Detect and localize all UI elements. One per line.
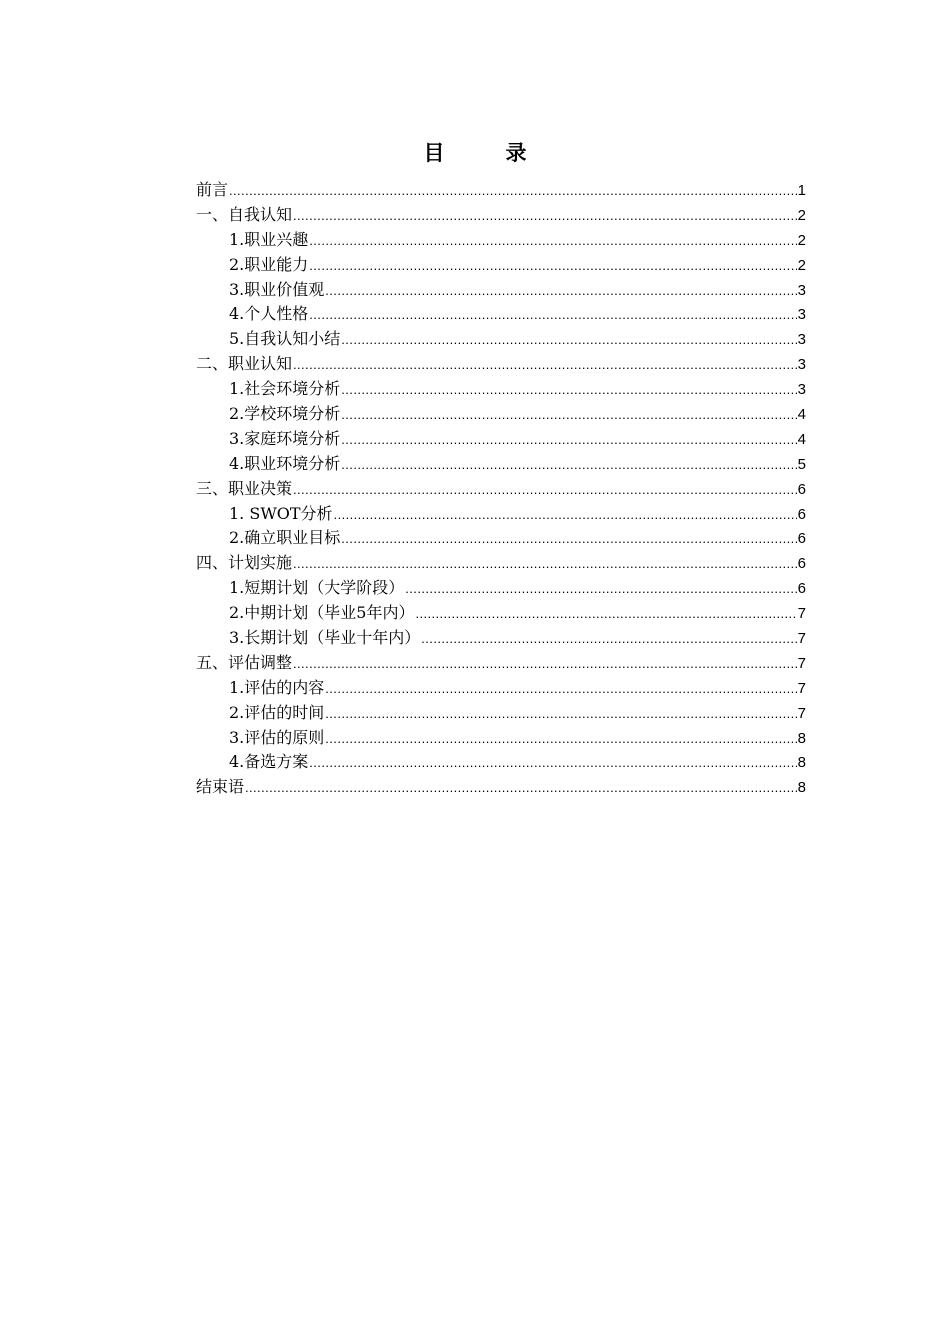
- toc-dot-leader: [325, 727, 796, 752]
- toc-entry-label: 1.评估的内容: [229, 677, 325, 697]
- toc-entry-page-number: 1: [797, 182, 806, 199]
- toc-entry[interactable]: [196, 750, 806, 775]
- toc-entry-label: 2.职业能力: [229, 254, 309, 274]
- toc-entry[interactable]: [196, 477, 806, 502]
- toc-entry[interactable]: [196, 427, 806, 452]
- toc-entry-page-number: 5: [797, 455, 806, 473]
- toc-entry-page-number: 3: [797, 356, 806, 374]
- toc-entry-page-number: 7: [797, 704, 806, 722]
- toc-entry-page-number: 3: [797, 331, 806, 349]
- toc-dot-leader: [341, 403, 796, 428]
- toc-entry-label: 1.短期计划（大学阶段）: [229, 578, 405, 598]
- toc-entry-page-number: 6: [797, 580, 806, 598]
- toc-entry-page-number: 2: [797, 206, 806, 224]
- toc-dot-leader: [309, 303, 796, 328]
- toc-entry[interactable]: [196, 352, 806, 377]
- toc-entry-page-number: 7: [797, 630, 806, 648]
- toc-entry[interactable]: [196, 253, 806, 278]
- toc-dot-leader: [293, 652, 797, 677]
- toc-entry-page-number: 7: [797, 654, 806, 672]
- toc-title: 目 录: [423, 140, 547, 165]
- toc-entry[interactable]: [196, 228, 806, 253]
- toc-entry-page-number: 8: [797, 754, 806, 772]
- toc-entry-label: 4.备选方案: [229, 752, 309, 772]
- toc-entry[interactable]: [196, 626, 806, 651]
- toc-dot-leader: [293, 353, 797, 378]
- toc-dot-leader: [405, 577, 796, 602]
- toc-entry-label: 3.长期计划（毕业十年内）: [229, 628, 421, 648]
- toc-entry-page-number: 6: [797, 530, 806, 548]
- toc-entry[interactable]: [196, 576, 806, 601]
- toc-dot-leader: [325, 702, 796, 727]
- toc-entry-label: 三、职业决策: [196, 478, 293, 498]
- toc-dot-leader: [293, 552, 797, 577]
- toc-entry-page-number: 6: [797, 505, 806, 523]
- toc-entry[interactable]: [196, 327, 806, 352]
- toc-entry-page-number: 3: [797, 306, 806, 324]
- toc-entry-label: 1. SWOT分析: [229, 503, 333, 523]
- toc-entry-label: 一、自我认知: [196, 204, 293, 224]
- toc-entry[interactable]: [196, 601, 806, 626]
- toc-dot-leader: [309, 229, 796, 254]
- toc-entry-label: 前言: [196, 180, 229, 199]
- toc-entry-label: 2.中期计划（毕业5年内）: [229, 603, 415, 623]
- toc-entry-page-number: 4: [797, 406, 806, 424]
- toc-dot-leader: [229, 179, 797, 204]
- toc-entry[interactable]: [196, 452, 806, 477]
- toc-entry-label: 5.自我认知小结: [229, 329, 341, 349]
- toc-entry-label: 二、职业认知: [196, 354, 293, 374]
- toc-entry[interactable]: [196, 676, 806, 701]
- toc-dot-leader: [309, 254, 796, 279]
- toc-entry-label: 五、评估调整: [196, 652, 293, 672]
- toc-dot-leader: [341, 453, 796, 478]
- toc-entry-label: 结束语: [196, 777, 245, 797]
- toc-entry-label: 2.确立职业目标: [229, 528, 341, 548]
- toc-entry-label: 4.个人性格: [229, 304, 309, 324]
- toc-dot-leader: [341, 378, 796, 403]
- toc-entry-label: 3.职业价值观: [229, 279, 325, 299]
- toc-entry[interactable]: [196, 278, 806, 303]
- toc-entry-label: 3.评估的原则: [229, 727, 325, 747]
- toc-entry-label: 4.职业环境分析: [229, 453, 341, 473]
- toc-dot-leader: [245, 776, 797, 801]
- toc-entry-page-number: 7: [797, 605, 806, 623]
- toc-dot-leader: [293, 204, 797, 229]
- toc-entry[interactable]: [196, 651, 806, 676]
- toc-entry[interactable]: [196, 302, 806, 327]
- toc-entry[interactable]: [196, 551, 806, 576]
- toc-entry[interactable]: [196, 402, 806, 427]
- toc-entry-page-number: 3: [797, 381, 806, 399]
- toc-entry-page-number: 2: [797, 231, 806, 249]
- toc-dot-leader: [325, 677, 796, 702]
- toc-entry-label: 3.家庭环境分析: [229, 428, 341, 448]
- toc-entry[interactable]: [196, 526, 806, 551]
- toc-entry[interactable]: [196, 178, 806, 203]
- toc-entry-page-number: 4: [797, 430, 806, 448]
- toc-dot-leader: [325, 279, 796, 304]
- toc-entry[interactable]: [196, 502, 806, 527]
- toc-dot-leader: [341, 428, 796, 453]
- toc-entry[interactable]: [196, 701, 806, 726]
- toc-entry-label: 2.学校环境分析: [229, 404, 341, 424]
- toc-entry-page-number: 2: [797, 256, 806, 274]
- toc-dot-leader: [421, 627, 796, 652]
- toc-entry-page-number: 8: [797, 729, 806, 747]
- toc-entry-label: 1.职业兴趣: [229, 229, 309, 249]
- table-of-contents: [196, 178, 806, 800]
- toc-entry[interactable]: [196, 377, 806, 402]
- toc-entry-label: 四、计划实施: [196, 553, 293, 573]
- toc-entry-label: 2.评估的时间: [229, 702, 325, 722]
- toc-entry[interactable]: [196, 203, 806, 228]
- toc-dot-leader: [309, 751, 796, 776]
- toc-dot-leader: [341, 527, 796, 552]
- toc-dot-leader: [415, 602, 796, 627]
- toc-entry-label: 1.社会环境分析: [229, 379, 341, 399]
- toc-entry-page-number: 3: [797, 281, 806, 299]
- toc-dot-leader: [334, 503, 797, 528]
- toc-entry-page-number: 8: [797, 779, 806, 797]
- toc-entry-page-number: 6: [797, 480, 806, 498]
- toc-dot-leader: [293, 478, 797, 503]
- toc-entry-page-number: 6: [797, 555, 806, 573]
- toc-entry[interactable]: [196, 775, 806, 800]
- toc-entry[interactable]: [196, 726, 806, 751]
- toc-dot-leader: [341, 328, 796, 353]
- toc-entry-page-number: 7: [797, 679, 806, 697]
